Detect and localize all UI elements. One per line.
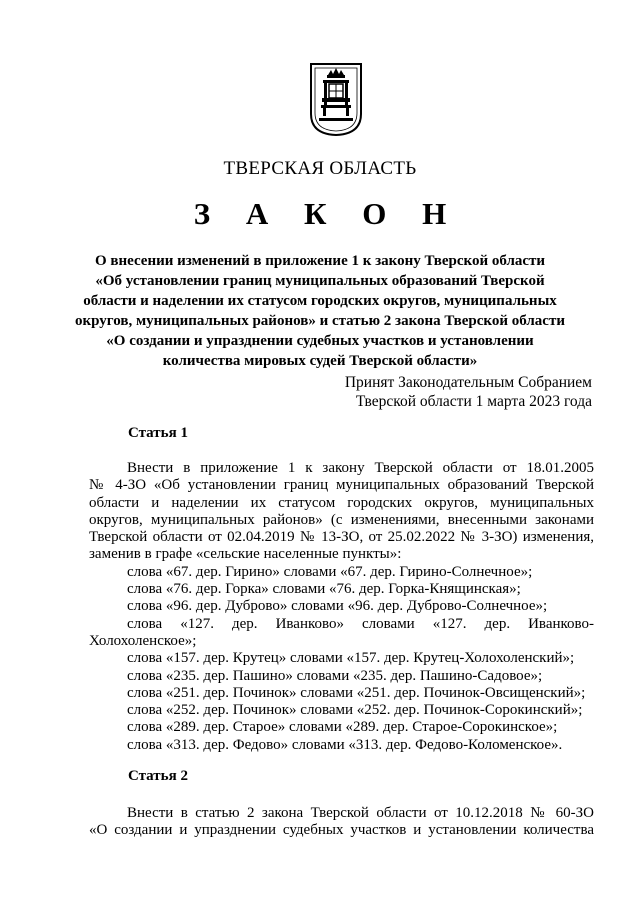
law-title-line: «Об установлении границ муниципальных образований Тверской <box>95 273 545 289</box>
law-title-line: округов, муниципальных районов» и статью 2 закона Тверской области <box>75 313 565 329</box>
list-item: слова «313. дер. Федово» словами «313. дер. Федово-Коломенское». <box>127 736 563 753</box>
list-item: слова «157. дер. Крутец» словами «157. дер. Крутец-Холохоленский»; <box>127 650 575 667</box>
list-item-continuation: Холохоленское»; <box>89 632 197 649</box>
list-item: слова «76. дер. Горка» словами «76. дер. Горка-Княщинская»; <box>127 581 521 598</box>
law-title-line: количества мировых судей Тверской области» <box>162 353 478 369</box>
paragraph-line: № 4-ЗО «Об установлении границ муниципальных образований Тверской <box>89 477 594 494</box>
paragraph-line: «О создании и упразднении судебных участков и установлении количества <box>89 822 594 839</box>
list-item: слова «127. дер. Иванково» словами «127. дер. Иванково- <box>127 615 594 632</box>
law-title <box>70 251 570 371</box>
article-2-heading: Статья 2 <box>128 768 188 784</box>
list-item: слова «67. дер. Гирино» словами «67. дер. Гирино-Солнечное»; <box>127 563 533 580</box>
paragraph-line: Внести в приложение 1 к закону Тверской области от 18.01.2005 <box>127 460 594 476</box>
list-item: слова «235. дер. Пашино» словами «235. дер. Пашино-Садовое»; <box>127 667 543 684</box>
adoption-line: Принят Законодательным Собранием <box>344 374 592 391</box>
article-2-body <box>89 805 594 840</box>
list-item: слова «289. дер. Старое» словами «289. дер. Старое-Сорокинское»; <box>127 719 558 736</box>
law-title-line: О внесении изменений в приложение 1 к закону Тверской области <box>94 253 546 269</box>
paragraph-line: заменив в графе «сельские населенные пункты»: <box>89 546 402 563</box>
paragraph-line: округов, муниципальных районов» (с изменениями, внесенными законами <box>89 511 594 528</box>
list-item: слова «251. дер. Починок» словами «251. дер. Починок-Овсищенский»; <box>127 684 586 701</box>
adoption-note <box>345 373 592 411</box>
article-1-heading: Статья 1 <box>128 425 188 441</box>
list-item: слова «96. дер. Дуброво» словами «96. дер. Дуброво-Солнечное»; <box>127 598 548 615</box>
article-1-body <box>89 460 594 754</box>
adoption-line: Тверской области 1 марта 2023 года <box>355 393 592 410</box>
paragraph-line: Внести в статью 2 закона Тверской области от 10.12.2018 № 60-ЗО <box>127 805 594 821</box>
paragraph-line: области и наделении их статусом городских округов, муниципальных <box>89 494 594 511</box>
tver-coat-of-arms-icon <box>309 62 363 137</box>
list-item: слова «252. дер. Починок» словами «252. дер. Починок-Сорокинский»; <box>127 702 583 719</box>
region-name: ТВЕРСКАЯ ОБЛАСТЬ <box>223 158 417 179</box>
law-title-line: «О создании и упразднении судебных участков и установлении <box>106 333 534 349</box>
paragraph-line: Тверской области от 02.04.2019 № 13-ЗО, от 25.02.2022 № 3-ЗО) изменения, <box>89 529 594 546</box>
document-type: З А К О Н <box>193 196 461 231</box>
law-title-line: области и наделении их статусом городских округов, муниципальных <box>83 293 557 309</box>
